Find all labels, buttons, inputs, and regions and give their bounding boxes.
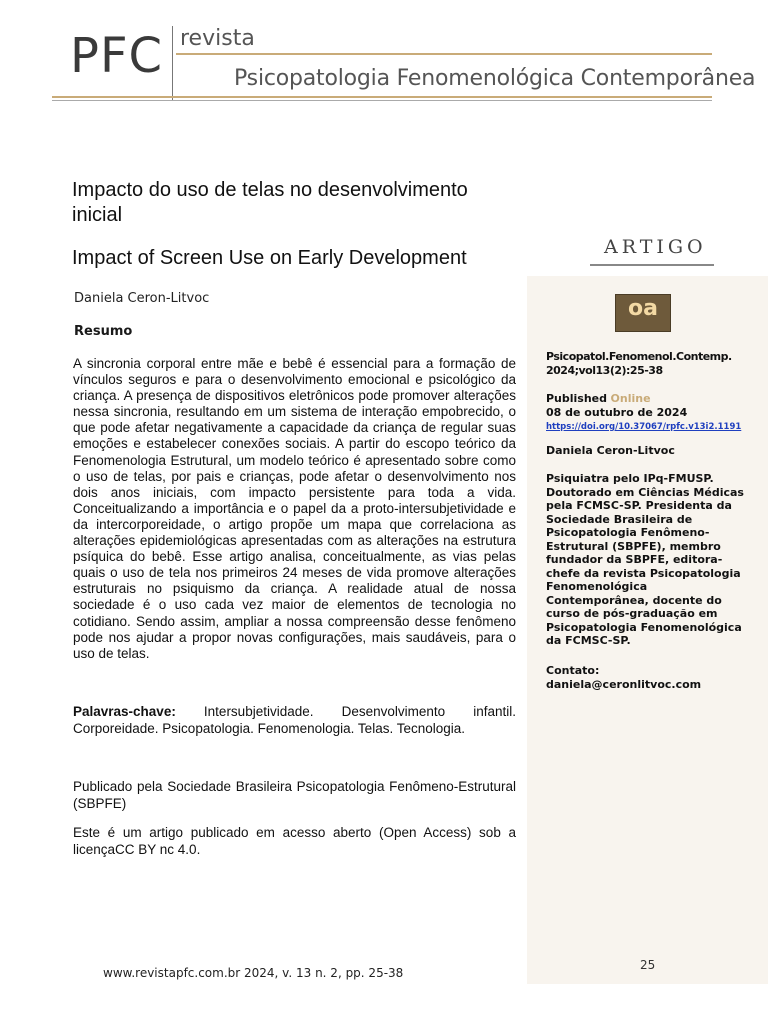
article-author: Daniela Ceron-Litvoc [74, 291, 210, 306]
footer-reference: www.revistapfc.com.br 2024, v. 13 n. 2, pp. 25-38 [103, 966, 404, 980]
sidebar-author: Daniela Ceron-Litvoc [546, 444, 675, 457]
abstract-heading: Resumo [74, 324, 133, 339]
journal-logo: PFC [70, 28, 164, 84]
contact-label: Contato: [546, 664, 600, 677]
doi-link[interactable]: https://doi.org/10.37067/rpfc.v13i2.1191 [546, 422, 742, 432]
publisher-note: Publicado pela Sociedade Brasileira Psicopatologia Fenômeno-Estrutural (SBPFE) [73, 779, 516, 811]
published-online: Online [610, 392, 651, 405]
logo-divider [172, 26, 173, 100]
header-rule-top [176, 53, 712, 55]
keywords [73, 704, 516, 737]
header-rule-grey [52, 100, 712, 101]
oa-badge-text: oa [628, 296, 658, 321]
published-date: 08 de outubro de 2024 [546, 405, 688, 419]
page-number: 25 [640, 958, 656, 972]
header-rule-bottom [52, 96, 712, 98]
article-title-pt: Impacto do uso de telas no desenvolvimento inicial [72, 179, 468, 226]
keywords-label: Palavras-chave: [73, 704, 176, 719]
article-title-en: Impact of Screen Use on Early Development [72, 247, 467, 269]
publication-info [546, 392, 746, 435]
contact-email[interactable]: daniela@ceronlitvoc.com [546, 677, 702, 691]
citation-text: Psicopatol.Fenomenol.Contemp. 2024;vol13(2):25-38 [546, 350, 732, 377]
abstract-text: A sincronia corporal entre mãe e bebê é essencial para a formação de vínculos seguros e para o desenvolvimento emocional e psicológico da criança. A presença de dispositivos eletrônicos pode promover alterações nessa sincronia, resultando em um sistema de interação empobrecido, o que pode afetar negativamente a capacidade da criança de regular suas emoções e estabelecer conexões sociais. A partir do escopo teórico da Fenomenologia Estrutural, um modelo teórico é apresentado sobre como o uso de telas, por pais e crianças, pode afetar o desenvolvimento nos dois anos iniciais, com impacto persistente para toda a vida. Conceitualizando a importância e o papel da a proto-intersubjetividade e da intercorporeidade, o artigo propõe um mapa que correlaciona as alterações epidemiológicas apresentadas com as alterações na estrutura psíquica do bebê. Esse artigo analisa, conceitualmente, as vias pelas quais o uso de tela nos primeiros 24 meses de vida promove alterações estruturais no psiquismo da criança. A realidade atual de nossa sociedade é o uso cada vez maior de elementos de tecnologia no cotidiano. Sendo assim, ampliar a nossa compreensão desse fenômeno pode nos ajudar a propor novas configurações, mais saudáveis, para o uso de telas. [73, 356, 516, 661]
author-bio: Psiquiatra pelo IPq-FMUSP. Doutorado em Ciências Médicas pela FCMSC-SP. Presidenta da Sociedade Brasileira de Psicopatologia Fenômeno-Estrutural (SBPFE), membro fundador da SBPFE, editora-chefe da revista Psicopatologia Fenomenológica Contemporânea, docente do curso de pós-graduação em Psicopatologia Fenomenológica da FCMSC-SP. [546, 472, 744, 647]
license-note: Este é um artigo publicado em acesso aberto (Open Access) sob a licençaCC BY nc 4.0. [73, 825, 516, 857]
article-type-label: ARTIGO [604, 236, 707, 258]
open-access-icon [615, 294, 671, 332]
contact-info [546, 664, 746, 691]
journal-name: Psicopatologia Fenomenológica Contemporânea [234, 66, 756, 91]
article-type-rule [590, 264, 714, 266]
citation [546, 350, 746, 377]
published-label: Published [546, 392, 608, 405]
keywords-text: Intersubjetividade. Desenvolvimento infantil. Corporeidade. Psicopatologia. Fenomenologia. Telas. Tecnologia. [73, 704, 516, 736]
journal-masthead [0, 0, 768, 110]
revista-label: revista [180, 26, 255, 51]
